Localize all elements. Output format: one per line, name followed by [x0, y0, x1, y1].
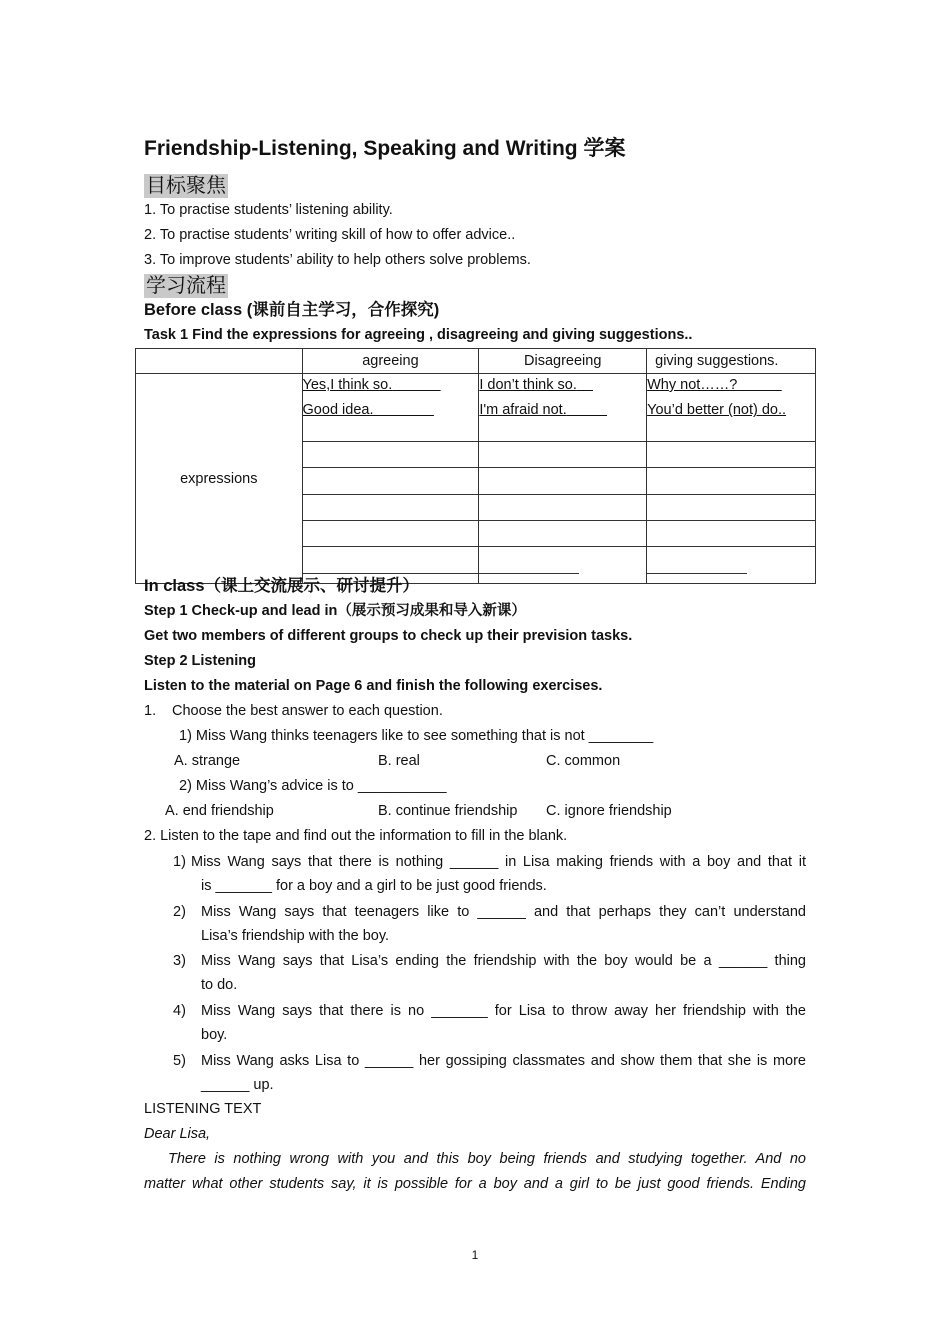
exercise2-instruction: 2. Listen to the tape and find out the information to fill in the blank.	[144, 828, 568, 844]
item-line: Miss Wang says that teenagers like to ______ and that perhaps they can’t understand	[201, 904, 806, 920]
table-header-cell: agreeing	[302, 349, 479, 374]
process-heading: 学习流程	[146, 275, 226, 297]
suggestion-expression: Why not……?	[647, 377, 738, 393]
item-number: 3)	[173, 953, 186, 969]
answer-blank[interactable]	[647, 530, 815, 547]
letter-line: There is nothing wrong with you and this boy being friends and studying together. And no	[168, 1151, 806, 1167]
answer-option: B. real	[378, 753, 420, 769]
item-line: to do.	[201, 977, 238, 993]
answer-option: C. ignore friendship	[546, 803, 672, 819]
answer-option: A. strange	[174, 753, 241, 769]
answer-blank[interactable]	[303, 425, 479, 442]
step1-heading: Step 1 Check-up and lead in（展示预习成果和导入新课）	[144, 603, 526, 619]
before-class-heading: Before class (课前自主学习，合作探究)	[144, 301, 440, 319]
table-header-cell	[136, 349, 303, 374]
item-line: Miss Wang says that there is nothing ______ in Lisa making friends with a boy and that it	[191, 854, 806, 870]
answer-blank[interactable]	[647, 478, 815, 495]
item-number: 5)	[173, 1053, 186, 1069]
item-number: 2)	[173, 904, 186, 920]
table-header-cell: Disagreeing	[479, 349, 647, 374]
goal-item: 3. To improve students’ ability to help others solve problems.	[144, 252, 531, 268]
answer-blank[interactable]	[479, 478, 646, 495]
answer-blank[interactable]	[647, 451, 815, 468]
goal-item: 1. To practise students’ listening ability.	[144, 202, 393, 218]
goal-item: 2. To practise students’ writing skill of how to offer advice..	[144, 227, 516, 243]
answer-blank[interactable]	[303, 504, 479, 521]
table-header-cell: giving suggestions.	[647, 349, 816, 374]
step1-text: Get two members of different groups to check up their prevision tasks.	[144, 628, 633, 644]
item-line: boy.	[201, 1027, 228, 1043]
answer-blank[interactable]	[647, 425, 815, 442]
step2-heading: Step 2 Listening	[144, 653, 256, 669]
disagreeing-expression: I'm afraid not.	[479, 402, 567, 419]
answer-blank[interactable]	[479, 557, 579, 574]
item-line: Miss Wang says that Lisa’s ending the friendship with the boy would be a ______ thing	[201, 953, 806, 969]
item-line: Miss Wang asks Lisa to ______ her gossiping classmates and show them that she is more	[201, 1053, 806, 1069]
item-line: ______ up.	[201, 1077, 274, 1093]
exercise1-instruction: Choose the best answer to each question.	[172, 703, 443, 719]
step2-text: Listen to the material on Page 6 and finish the following exercises.	[144, 678, 603, 694]
item-number: 4)	[173, 1003, 186, 1019]
agreeing-column	[302, 374, 479, 584]
answer-blank[interactable]	[479, 530, 646, 547]
row-label: expressions	[136, 374, 303, 584]
suggestion-expression: You’d better (not) do..	[647, 402, 787, 419]
answer-blank[interactable]	[479, 451, 646, 468]
answer-option: A. end friendship	[165, 803, 274, 819]
table-header-row	[136, 349, 816, 374]
answer-blank[interactable]	[303, 478, 479, 495]
item-line: Miss Wang says that there is no _______ for Lisa to throw away her friendship with the	[201, 1003, 806, 1019]
answer-blank[interactable]	[647, 504, 815, 521]
listening-text-heading: LISTENING TEXT	[144, 1101, 262, 1117]
expressions-table	[135, 348, 816, 584]
answer-blank[interactable]	[479, 425, 646, 442]
in-class-heading: In class（课上交流展示、研讨提升）	[144, 577, 420, 595]
suggestions-column	[647, 374, 816, 584]
task1-heading: Task 1 Find the expressions for agreeing , disagreeing and giving suggestions..	[144, 327, 693, 343]
exercise1-question: 2) Miss Wang’s advice is to ___________	[179, 778, 447, 794]
item-number: 1)	[173, 854, 186, 870]
answer-option: B. continue friendship	[378, 803, 518, 819]
answer-blank[interactable]	[303, 530, 479, 547]
page-number: 1	[471, 1248, 479, 1262]
agreeing-expression: Yes,I think so.	[302, 377, 393, 393]
item-line: Lisa’s friendship with the boy.	[201, 928, 390, 944]
letter-salutation: Dear Lisa,	[144, 1126, 211, 1142]
agreeing-expression: Good idea.	[302, 402, 374, 419]
answer-blank[interactable]	[303, 557, 479, 574]
answer-blank[interactable]	[647, 557, 747, 574]
answer-blank[interactable]	[479, 504, 646, 521]
disagreeing-column	[479, 374, 647, 584]
exercise1-question: 1) Miss Wang thinks teenagers like to see something that is not ________	[179, 728, 654, 744]
answer-blank[interactable]	[303, 451, 479, 468]
answer-option: C. common	[546, 753, 621, 769]
page-title: Friendship-Listening, Speaking and Writing 学案	[144, 137, 626, 160]
table-row	[136, 374, 816, 584]
exercise1-number: 1.	[144, 703, 157, 719]
disagreeing-expression: I don’t think so.	[479, 377, 577, 393]
goals-heading: 目标聚焦	[146, 175, 226, 197]
item-line: is _______ for a boy and a girl to be just good friends.	[201, 878, 547, 894]
letter-line: matter what other students say, it is possible for a boy and a girl to be just good friends. Ending	[144, 1176, 806, 1192]
